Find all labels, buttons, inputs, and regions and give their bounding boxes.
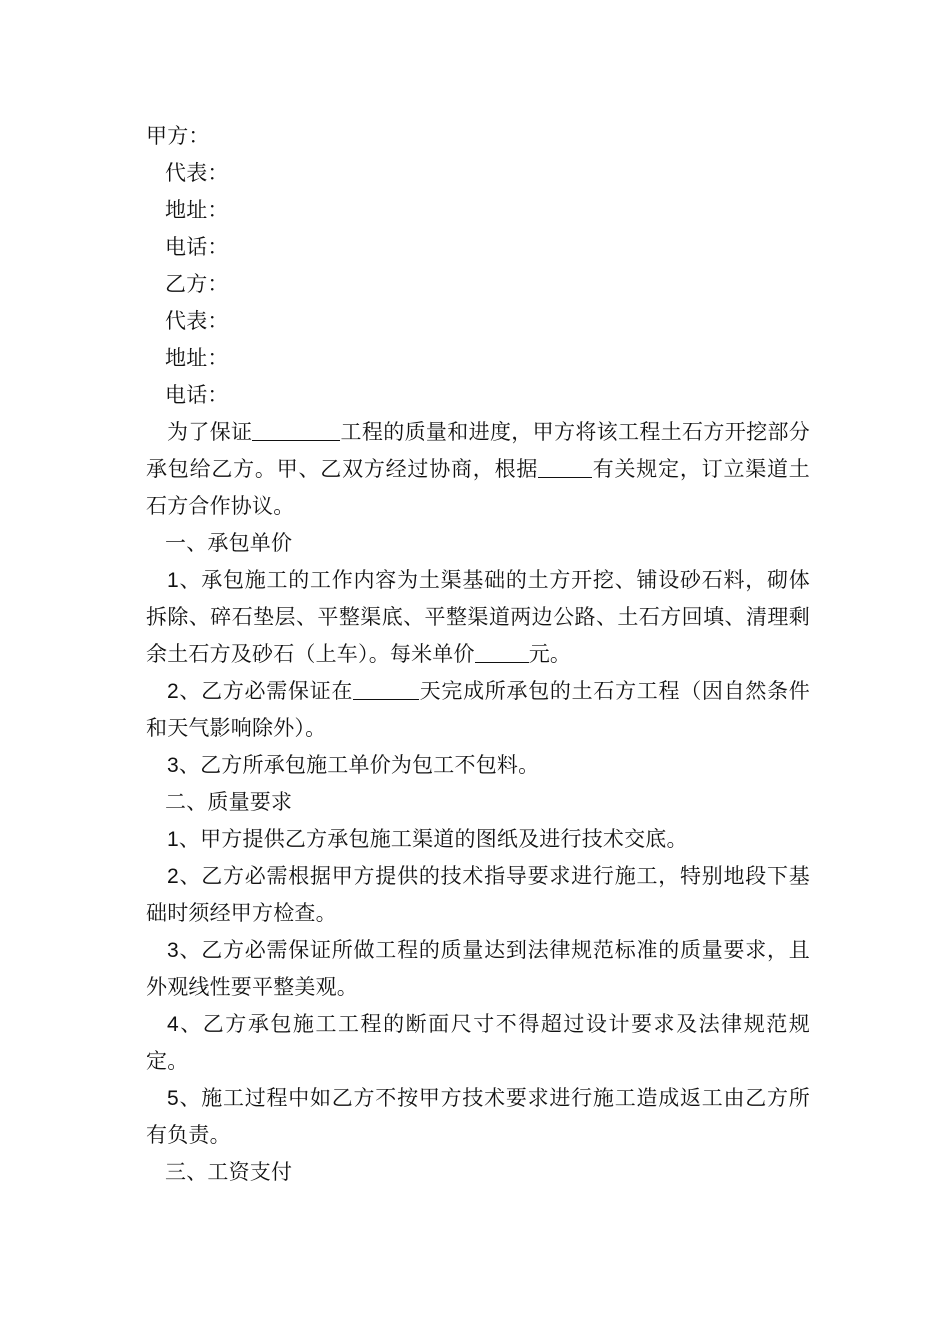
item-text: 、甲方提供乙方承包施工渠道的图纸及进行技术交底。 <box>178 827 688 851</box>
section-2-item-4 <box>146 1006 810 1080</box>
item-number: 3 <box>167 939 179 962</box>
section-1-item-2 <box>146 673 810 747</box>
section-2-heading: 二、质量要求 <box>165 790 293 814</box>
item-text: 、施工过程中如乙方不按甲方技术要求进行施工造成返工由乙方所有负责。 <box>146 1086 810 1147</box>
item-text: 、承包施工的工作内容为土渠基础的土方开挖、铺设砂石料，砌体拆除、碎石垫层、平整渠底、平整渠道两边公路、土石方回填、清理剩余土石方及砂石（上车）。每米单价 <box>146 568 810 666</box>
item-number: 4 <box>167 1013 179 1036</box>
item-text: 、乙方必需保证所做工程的质量达到法律规范标准的质量要求，且外观线性要平整美观。 <box>146 938 810 999</box>
item-number: 3 <box>167 754 179 777</box>
party-b-address: 地址： <box>165 346 229 370</box>
party-b-representative: 代表： <box>165 309 229 333</box>
item-number: 2 <box>167 865 179 888</box>
item-text: 、乙方所承包施工单价为包工不包料。 <box>178 753 540 777</box>
section-1-item-3 <box>146 747 810 784</box>
section-1-heading: 一、承包单价 <box>165 531 293 555</box>
party-a-representative: 代表： <box>165 161 229 185</box>
party-a-title: 甲方： <box>146 124 210 148</box>
section-1-item-1 <box>146 562 810 673</box>
item-number: 1 <box>167 828 179 851</box>
item-text: 、乙方必需保证在 <box>178 679 354 703</box>
intro-text-1: 为了保证 <box>167 420 253 444</box>
party-b-title: 乙方： <box>165 272 229 296</box>
item-text-end: 天完成所承包的土石方工程（因自然条件和天气影响除外）。 <box>146 679 810 740</box>
party-a-phone: 电话： <box>165 235 229 259</box>
section-2-item-5 <box>146 1080 810 1154</box>
section-2-item-3 <box>146 932 810 1006</box>
intro-text-3: 有关规定，订立渠道土石方合作协议。 <box>146 457 810 518</box>
item-text: 、乙方承包施工工程的断面尺寸不得超过设计要求及法律规范规定。 <box>146 1012 810 1073</box>
item-text: 、乙方必需根据甲方提供的技术指导要求进行施工，特别地段下基础时须经甲方检查。 <box>146 864 810 925</box>
intro-text-2: 工程的质量和进度，甲方将该工程土石方开挖部分承包给乙方。甲、乙双方经过协商，根据 <box>146 420 810 481</box>
contract-body <box>146 118 810 1191</box>
item-text-end: 元。 <box>528 642 572 666</box>
party-a-address: 地址： <box>165 198 229 222</box>
days-blank <box>353 677 419 700</box>
section-2-item-1 <box>146 821 810 858</box>
item-number: 2 <box>167 680 179 703</box>
section-3-heading: 三、工资支付 <box>165 1160 293 1184</box>
item-number: 1 <box>167 569 179 592</box>
unit-price-blank <box>475 640 529 663</box>
project-name-blank <box>252 418 340 441</box>
regulation-blank <box>538 455 592 478</box>
intro-paragraph <box>146 414 810 525</box>
party-b-phone: 电话： <box>165 383 229 407</box>
section-2-item-2 <box>146 858 810 932</box>
item-number: 5 <box>167 1087 179 1110</box>
